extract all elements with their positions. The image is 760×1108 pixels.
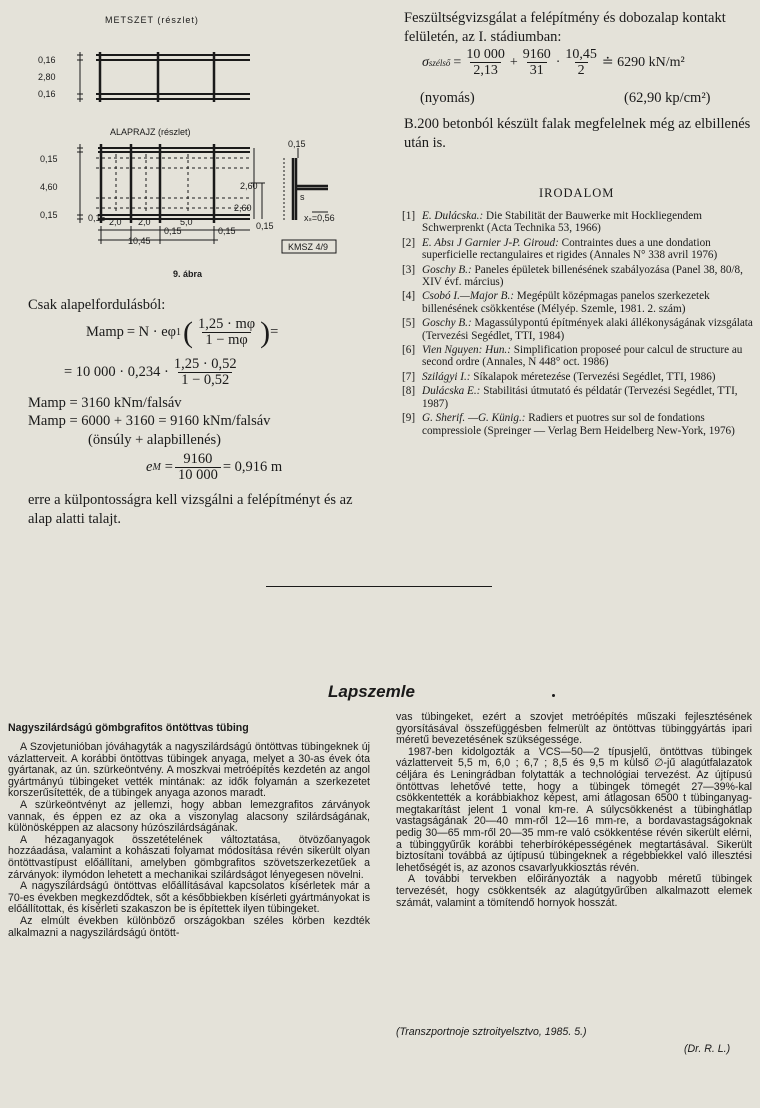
reference-item [402, 237, 756, 262]
f3-numerator: 10,45 [565, 47, 597, 62]
reference-item [402, 290, 756, 315]
mamp-line-5: (önsúly + alapbillenés) [88, 432, 222, 448]
article-right-column [396, 712, 752, 909]
metszet-dim-2: 2,80 [38, 72, 56, 82]
article-paragraph: Az elmúlt években különböző országokban széles körben kezdték alkalmazni a nagyszilárdságú öntött- [8, 914, 370, 939]
metszet-dim-3: 0,16 [38, 89, 56, 99]
nyomas-label: (nyomás) [420, 90, 475, 106]
reference-number: [4] [402, 290, 416, 303]
metszet-dim-1: 0,16 [38, 55, 56, 65]
reference-text: Die Stabilität der Bauwerke mit Hockliegendem Schwerprenkt (Acta Technika 53, 1966) [422, 210, 702, 235]
figure-9 [28, 8, 358, 283]
em-fraction [175, 452, 221, 483]
reference-item [402, 210, 756, 235]
reference-authors: Goschy B.: [422, 263, 472, 276]
article-title: Nagyszilárdságú gömbgrafitos öntöttvas tübing [8, 722, 249, 734]
irodalom-list [402, 210, 756, 439]
bottom-dim-4: 5,0 [180, 217, 193, 227]
section-s-label: s [300, 192, 305, 202]
right-intro: Feszültségvizsgálat a felépítmény és dobozalap kontakt felületén, az I. stádiumban: [404, 10, 726, 45]
f2-fraction [520, 47, 554, 78]
section-top-dim: 0,15 [288, 139, 306, 149]
f2-denominator: 31 [527, 62, 547, 78]
lapszemle-heading: Lapszemle [328, 682, 415, 701]
reference-text: Síkalapok méretezése (Tervezési Segédlet, TTI, 1986) [470, 370, 716, 383]
sigma-result: ≐ 6290 kN/m² [601, 55, 685, 70]
n-ephi: = N · eφ [126, 324, 177, 340]
mamp-equation-2 [64, 357, 242, 388]
left-closing: erre a külpontosságra kell vizsgálni a felépítményt és az alap alatti talajt. [28, 492, 353, 527]
mamp-line-3: Mamp = 3160 kNm/falsáv [28, 395, 182, 411]
alaprajz-dim-1: 0,15 [40, 154, 58, 164]
article-paragraph: A hézaganyagok összetételének változtatása, ötvözőanyagok hozzáadása, valamint a kohászati folyamat módosítása révén sikerült olyan öntöttvastípust előállítani, amelyben gömbgrafitos szövetszerkezetűek a zárványok: ilymódon lehetett a mechanikai szilárdságot lényegesen növelni. [8, 833, 370, 881]
reference-authors: E. Dulácska.: [422, 210, 484, 222]
right-conclusion: B.200 betonból készült falak megfelelnek még az elbillenés után is. [404, 116, 751, 151]
f3-fraction [562, 47, 600, 78]
eq1-numerator: 1,25 · mφ [198, 316, 256, 332]
f1-denominator: 2,13 [470, 62, 501, 78]
article-source: (Transzportnoje sztroityelsztvo, 1985. 5.) [396, 1026, 587, 1038]
bottom-dim-5: 0,15 [164, 226, 182, 236]
f2-numerator: 9160 [522, 47, 551, 62]
em-result: = 0,916 m [222, 459, 283, 475]
article-left-column [8, 742, 370, 939]
em-symbol: e [146, 459, 153, 475]
reference-number: [6] [402, 344, 416, 357]
reference-number: [5] [402, 317, 416, 330]
bottom-dim-2: 2,0 [109, 217, 122, 227]
right-dim-3: 0,15 [256, 221, 274, 231]
reference-text: Contraintes dues a une dondation superficielle rectangulaires et rigides (Annales N° 338 avril 1976) [422, 236, 718, 262]
alaprajz-title: ALAPRAJZ (részlet) [110, 127, 191, 137]
alaprajz-dim-2: 4,60 [40, 182, 58, 192]
figure-caption: 9. ábra [173, 269, 203, 279]
reference-number: [7] [402, 370, 416, 383]
reference-text: Radiers et puotres sur sol de fondations compressiole (Spreinger — Verlag Bern Heidelberg New-York, 1976) [422, 412, 735, 437]
reference-text: Stabilitási útmutató és példatár (Tervezési Segédlet, TTI, 1987) [422, 385, 738, 410]
mamp-line-4: Mamp = 6000 + 3160 = 9160 kNm/falsáv [28, 413, 271, 429]
mamp-equation-1: Mamp = N · eφ 1 ( $\frac{1,25 \cdot m\varphi}{1 - m\varphi}$ ) = [86, 315, 279, 349]
reference-authors: Dulácska E.: [422, 385, 481, 398]
reference-item [402, 264, 756, 289]
article-paragraph: 1987-ben kidolgozták a VCS—50—2 típusjelű, öntöttvas tübingek vázlatterveit 5,5 m, 6,0 ; 6,7 ; 8,5 és 9,5 m külső ∅-jű alagútfalazatok céljára és Leningrádban folytatták a technológiai tervezést. Az újtípusú öntöttvas lehetővé tette, hogy a tübingek tömegét 27—39%-kal csökkentették a korábbiakhoz képest, ami átlagosan 6500 t tübinganyag-megtakarítást jelent 1 vonal km-re. A súlycsökkenést a tübinghátlap vastagságának 20—40 mm-ről 12—16 mm-re, a bordavastagságoknak pedig 30—65 mm-ről 20—35 mm-re való csökkentése révén sikerült elérni, a tübinggyűrűk korábbi teherbíróképességének megtartásával. Sikerült biztosítani továbbá az újtípusú tübingeknek a régebbiekkel való illesztési lehetőségét is, az azonos csavarlyukkiosztás révén. [396, 745, 752, 874]
reference-text: Megépült középmagas panelos szerkezetek billenésének csökkentése (Mélyép. Szemle, 1981. 2. szám) [422, 290, 710, 315]
total-dim: 10,45 [128, 236, 151, 246]
section-xs-label: xₛ=0,56 [304, 213, 335, 223]
reference-item [402, 371, 756, 383]
bottom-dim-6: 0,15 [218, 226, 236, 236]
bottom-dim-1: 0,15 [88, 213, 106, 223]
metszet-title: METSZET (részlet) [105, 15, 199, 25]
article-paragraph: A Szovjetunióban jóváhagyták a nagyszilárdságú öntöttvas tübingeknek új vázlatterveit. A korábbi öntöttvas tübingek anyaga, melyet a 30-as évek óta gyártanak, az ún. szürkeöntvény. A moszkvai metróépítés kezdetén az angol gyártmányú tübingeket vették mintának: az idők folyamán a szerkezetet korszerűsítették, de a tübingek anyaga azonos maradt. [8, 741, 370, 800]
kmsz-tag: KMSZ 4/9 [288, 242, 329, 252]
reference-authors: Goschy B.: [422, 317, 472, 330]
left-intro: Csak alapelfordulásból: [28, 297, 166, 313]
right-dim-2: 2,60 [234, 203, 252, 213]
reference-number: [8] [402, 385, 416, 398]
f1-numerator: 10 000 [466, 47, 505, 62]
em-numerator: 9160 [183, 451, 213, 467]
eq2-numerator: 1,25 · 0,52 [173, 356, 237, 372]
reference-text: Magassúlypontú építmények alaki állékonyságának vizsgálata (Tervezési Segédlet, TTI, 1984) [422, 317, 753, 342]
reference-item [402, 385, 756, 410]
mamp-symbol: Mamp [86, 324, 124, 340]
reference-authors: Vien Nguyen: Hun.: [422, 344, 511, 357]
sigma-symbol: σ [422, 54, 429, 70]
article-paragraph: vas tübingeket, ezért a szovjet metróépítés műszaki fejlesztésének gyorsításával összefüggésben felmerült az öntöttvas tübinggyártás ipari méretű bevezetésének szükségessége. [396, 711, 752, 747]
reference-text: Simplification proposeé pour calcul de structure au second ordre (Annales, N 448° oct. 1986) [422, 344, 743, 369]
reference-authors: Szilágyi I.: [422, 370, 471, 383]
reference-item [402, 344, 756, 369]
reference-item [402, 412, 756, 437]
alaprajz-dim-3: 0,15 [40, 210, 58, 220]
f1-fraction [463, 47, 508, 78]
sigma-equation: σ szélső = $\frac{10 000}{2,13}$ + $\frac{9160}{31}$ · $\frac{10,45}{2}$ ≐ 6290 kN/m² [422, 47, 685, 78]
article-paragraph: A további tervekben előirányozták a nagyobb méretű tübingek tervezését, hogy csökkentsék az alagútgyűrűben alkalmazott elemek számát, valamint a tömítendő hornyok hosszát. [396, 873, 752, 909]
reference-text: Paneles épületek billenésének szabályozása (Panel 38, 80/8, XIV évf. március) [422, 263, 743, 289]
reference-authors: Csobó I.—Major B.: [422, 290, 514, 303]
em-equation: e M = $\frac{9160}{10 000}$ = 0,916 m [146, 451, 283, 483]
bottom-dim-3: 2,0 [138, 217, 151, 227]
section-divider [266, 586, 492, 587]
reference-item [402, 317, 756, 342]
irodalom-title: IRODALOM [539, 186, 615, 200]
kp-label: (62,90 kp/cm²) [624, 90, 711, 106]
reference-number: [2] [402, 236, 416, 249]
eq1-denominator: 1 − mφ [202, 332, 250, 348]
sigma-sub: szélső [428, 57, 451, 68]
eq1-fraction [195, 317, 258, 348]
em-sub: M [152, 462, 161, 473]
reference-authors: G. Sherif. —G. Künig.: [422, 412, 526, 425]
reference-number: [3] [402, 263, 416, 276]
ephi-sub: 1 [176, 327, 182, 338]
article-signature: (Dr. R. L.) [684, 1043, 731, 1055]
heading-dot [552, 694, 555, 697]
reference-number: [1] [402, 210, 416, 222]
eq2-prefix: = 10 000 · 0,234 · [64, 364, 169, 380]
eq2-fraction [171, 357, 240, 388]
article-paragraph: A szürkeöntvényt az jellemzi, hogy abban lemezgrafitos zárványok vannak, és éppen ez az oka a viszonylag alacsony szilárdságának, különösképpen az alacsony húzószilárdságának. [8, 798, 370, 835]
reference-authors: E. Absı J Garnier J-P. Giroud: [422, 236, 559, 249]
eq2-denominator: 1 − 0,52 [178, 372, 232, 388]
reference-number: [9] [402, 412, 416, 425]
f3-denominator: 2 [575, 62, 588, 78]
em-denominator: 10 000 [175, 467, 221, 483]
article-paragraph: A nagyszilárdságú öntöttvas előállításával kapcsolatos kísérletek már a 70-es években megkezdődtek, sőt a későbbiekben kísérleti gyártmányokat is előállítottak, és kísérleti szakaszon be is építettek ilyen tübingeket. [8, 880, 370, 916]
right-dim-1: 2,60 [240, 181, 258, 191]
